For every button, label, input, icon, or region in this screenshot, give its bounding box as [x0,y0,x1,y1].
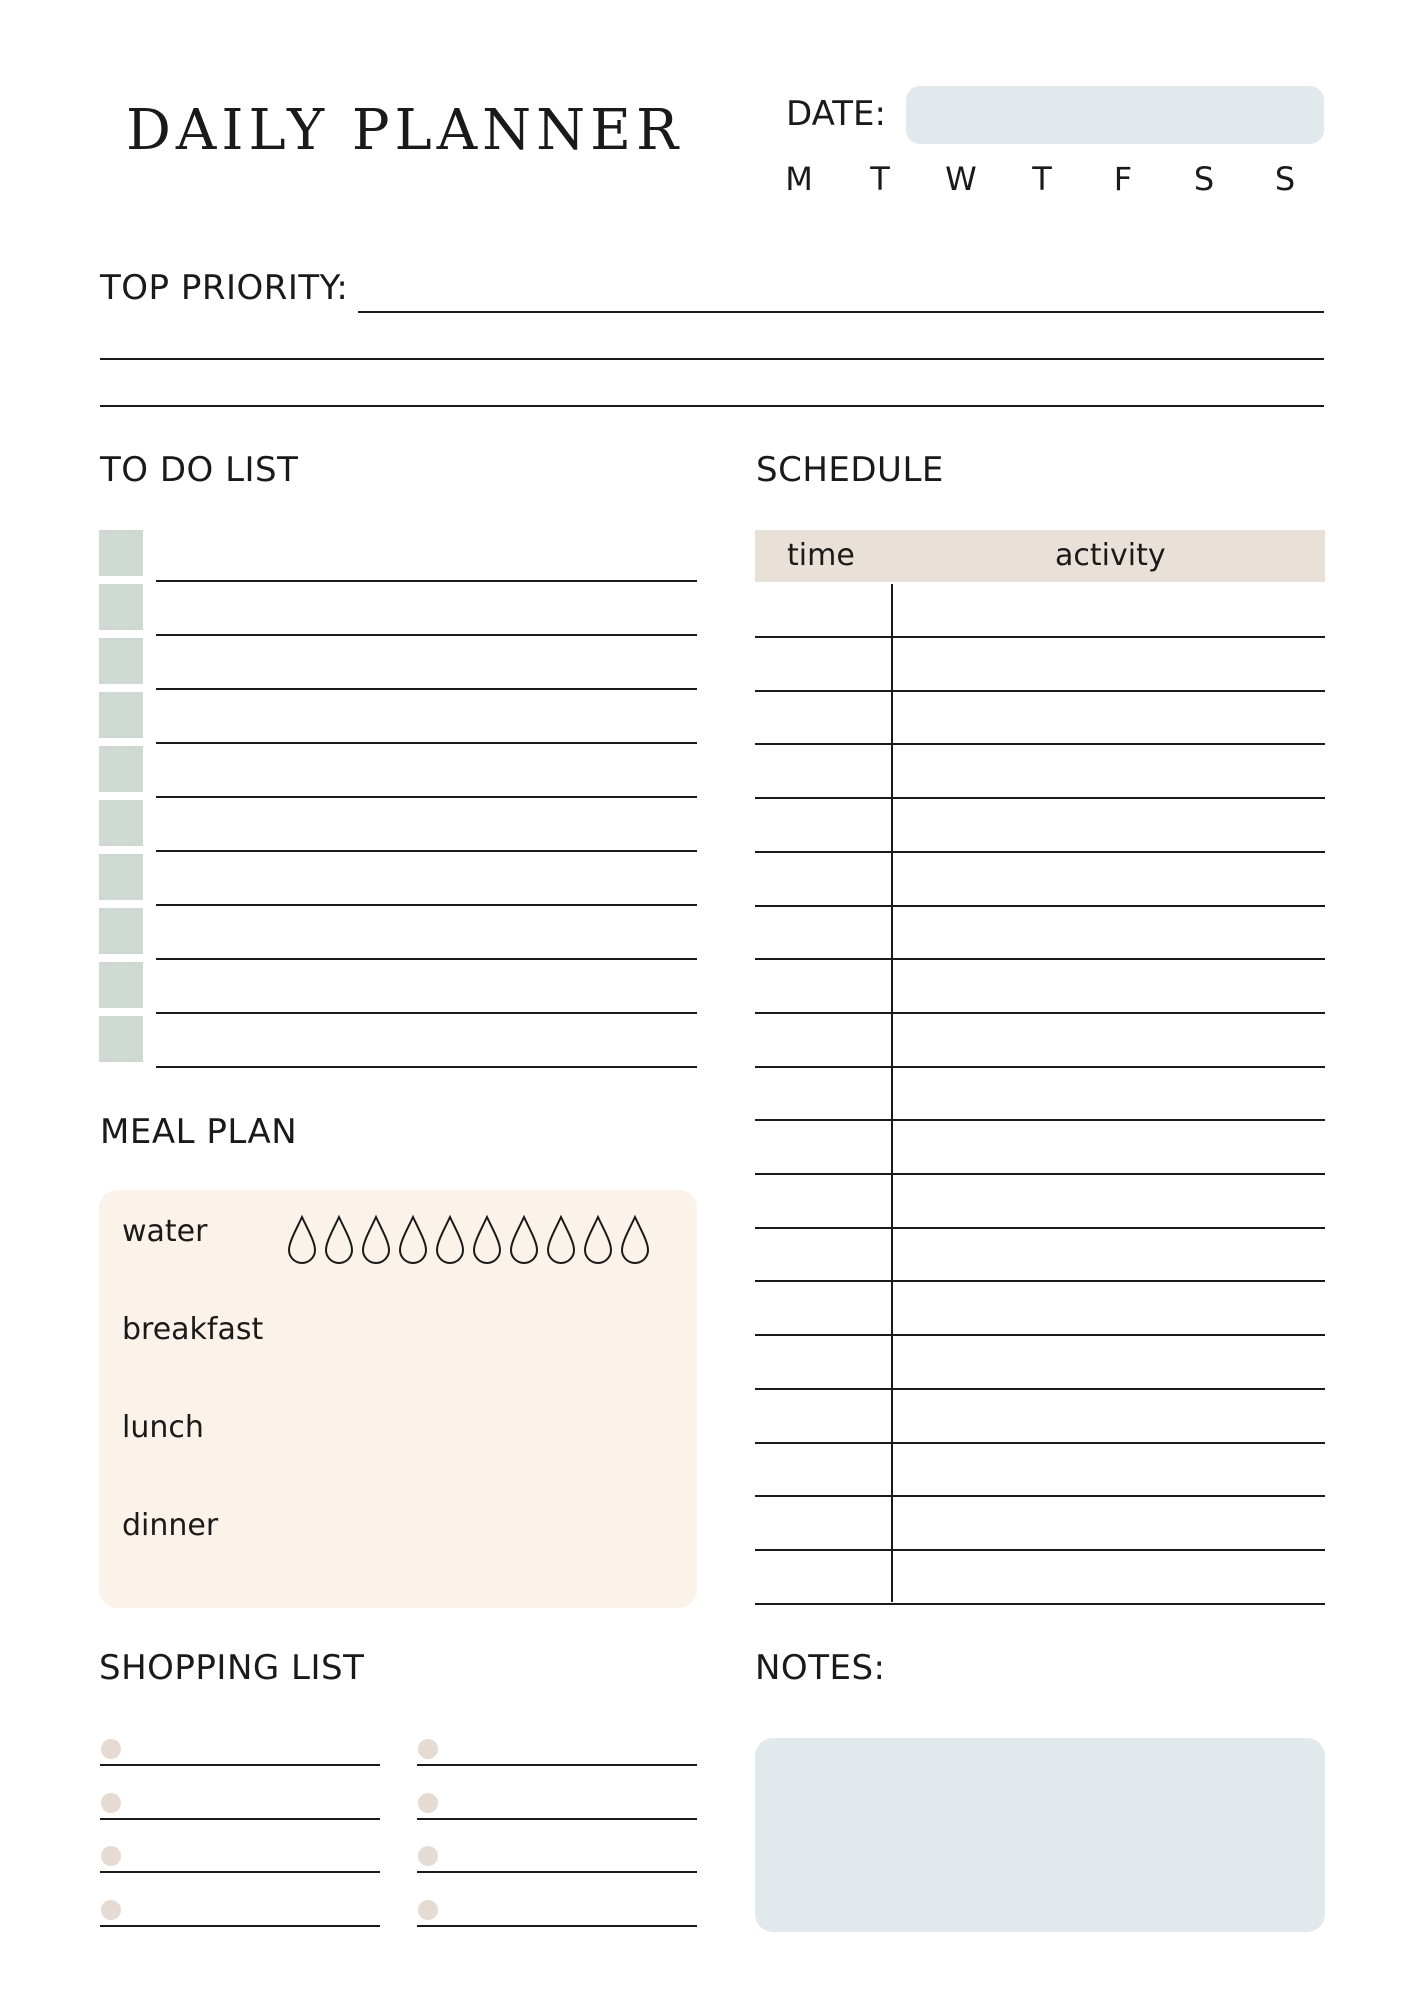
page-title: DAILY PLANNER [126,98,684,163]
schedule-row-line[interactable] [755,1495,1325,1497]
bullet-icon [101,1739,121,1759]
day-tuesday[interactable]: T [870,160,890,198]
schedule-col-activity: activity [1055,538,1166,573]
todo-checkbox[interactable] [99,962,143,1008]
todo-checkbox[interactable] [99,908,143,954]
todo-line[interactable] [156,850,697,852]
date-label: DATE: [786,94,886,134]
water-drop-icon[interactable] [326,1217,352,1263]
todo-checkbox[interactable] [99,692,143,738]
schedule-row-line[interactable] [755,1066,1325,1068]
water-drop-icon[interactable] [437,1217,463,1263]
schedule-col-time: time [787,538,855,573]
bullet-icon [101,1900,121,1920]
schedule-row-line[interactable] [755,905,1325,907]
bullet-icon [418,1739,438,1759]
todo-line[interactable] [156,1012,697,1014]
todo-line[interactable] [156,580,697,582]
bullet-icon [101,1846,121,1866]
shopping-line[interactable] [417,1818,697,1820]
shopping-line[interactable] [417,1764,697,1766]
todo-line[interactable] [156,742,697,744]
top-priority-line-1[interactable] [358,311,1324,313]
meal-breakfast-label: breakfast [122,1312,264,1347]
meal-plan-heading: MEAL PLAN [100,1112,298,1152]
notes-heading: NOTES: [755,1648,886,1688]
day-sunday[interactable]: S [1274,160,1296,198]
schedule-row-line[interactable] [755,743,1325,745]
shopping-line[interactable] [100,1764,380,1766]
todo-checkbox[interactable] [99,584,143,630]
bullet-icon [418,1900,438,1920]
schedule-row-line[interactable] [755,1549,1325,1551]
schedule-row-line[interactable] [755,1388,1325,1390]
todo-checkbox[interactable] [99,800,143,846]
todo-checkbox[interactable] [99,530,143,576]
schedule-row-line[interactable] [755,1334,1325,1336]
bullet-icon [418,1846,438,1866]
shopping-heading: SHOPPING LIST [99,1648,365,1688]
water-drop-icon[interactable] [400,1217,426,1263]
todo-checkbox[interactable] [99,854,143,900]
day-friday[interactable]: F [1113,160,1133,198]
schedule-row-line[interactable] [755,636,1325,638]
todo-line[interactable] [156,958,697,960]
todo-line[interactable] [156,1066,697,1068]
top-priority-label: TOP PRIORITY: [100,268,349,308]
todo-line[interactable] [156,688,697,690]
water-drop-icon[interactable] [289,1217,315,1263]
water-tracker [286,1214,656,1266]
day-saturday[interactable]: S [1193,160,1215,198]
notes-field[interactable] [755,1738,1325,1932]
schedule-row-line[interactable] [755,1280,1325,1282]
schedule-row-line[interactable] [755,797,1325,799]
shopping-line[interactable] [100,1871,380,1873]
meal-water-label: water [122,1214,208,1249]
todo-checkbox[interactable] [99,746,143,792]
schedule-row-line[interactable] [755,1442,1325,1444]
day-wednesday[interactable]: W [945,160,977,198]
todo-checkbox[interactable] [99,1016,143,1062]
bullet-icon [101,1793,121,1813]
meal-lunch-label: lunch [122,1410,204,1445]
top-priority-line-2[interactable] [100,358,1324,360]
water-drop-icon[interactable] [585,1217,611,1263]
shopping-line[interactable] [417,1871,697,1873]
schedule-row-line[interactable] [755,1173,1325,1175]
shopping-line[interactable] [100,1925,380,1927]
water-drop-icon[interactable] [511,1217,537,1263]
top-priority-line-3[interactable] [100,405,1324,407]
schedule-row-line[interactable] [755,1227,1325,1229]
schedule-row-line[interactable] [755,1603,1325,1605]
schedule-row-line[interactable] [755,851,1325,853]
todo-line[interactable] [156,796,697,798]
water-drop-icon[interactable] [548,1217,574,1263]
water-drop-icon[interactable] [622,1217,648,1263]
date-field[interactable] [906,86,1324,144]
shopping-line[interactable] [100,1818,380,1820]
schedule-heading: SCHEDULE [756,450,944,490]
schedule-row-line[interactable] [755,1119,1325,1121]
bullet-icon [418,1793,438,1813]
schedule-row-line[interactable] [755,958,1325,960]
schedule-row-line[interactable] [755,690,1325,692]
day-monday[interactable]: M [785,160,813,198]
schedule-row-line[interactable] [755,1012,1325,1014]
water-drop-icon[interactable] [363,1217,389,1263]
schedule-header [755,530,1325,582]
todo-checkbox[interactable] [99,638,143,684]
water-drop-icon[interactable] [474,1217,500,1263]
todo-line[interactable] [156,904,697,906]
meal-dinner-label: dinner [122,1508,219,1543]
schedule-divider [891,584,893,1602]
todo-line[interactable] [156,634,697,636]
day-thursday[interactable]: T [1032,160,1052,198]
todo-heading: TO DO LIST [100,450,299,490]
shopping-line[interactable] [417,1925,697,1927]
